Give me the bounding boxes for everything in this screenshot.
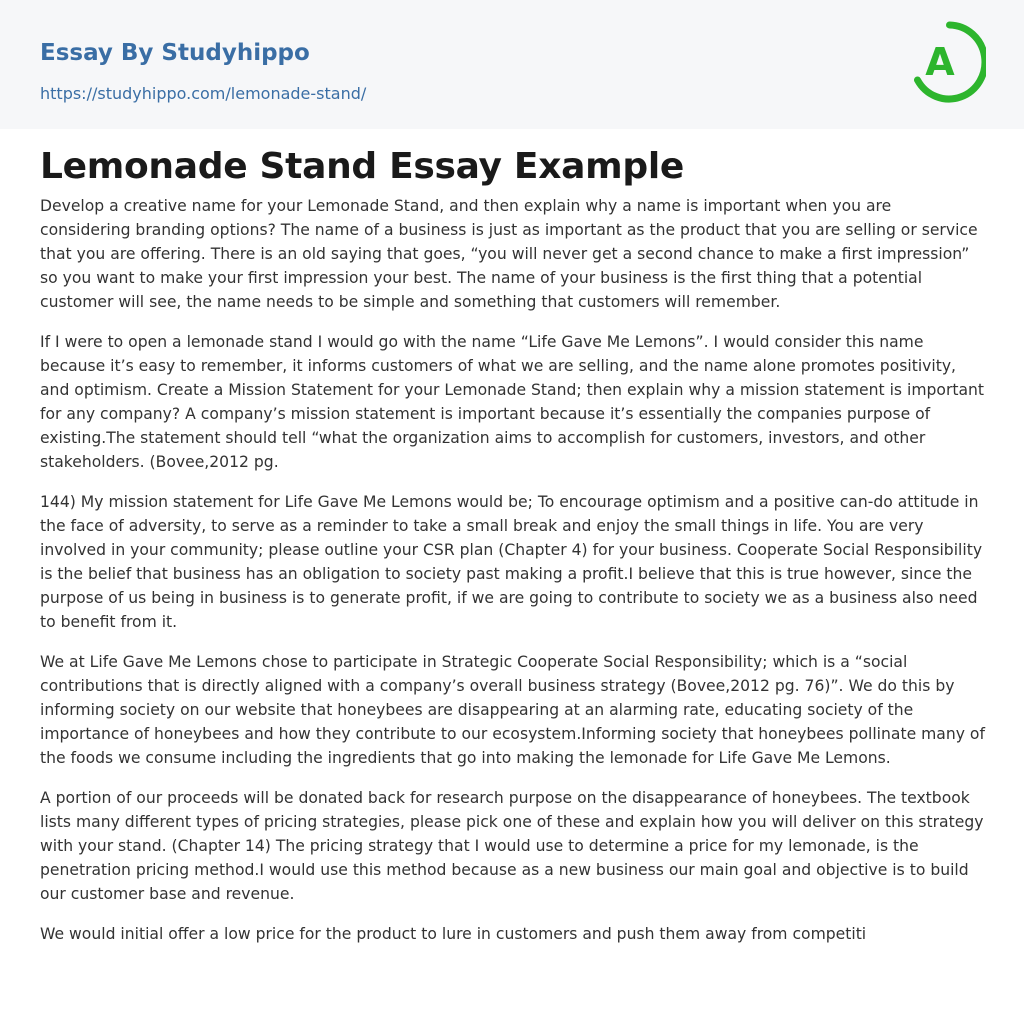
essay-body (40, 194, 986, 962)
essay-paragraph: Develop a creative name for your Lemonade Stand, and then explain why a name is important when you are considering branding options? The name of a business is just as important as the product that you are selling or service that you are offering. There is an old saying that goes, “you will never get a second chance to make a first impression” so you want to make your first impression your best. The name of your business is the first thing that a potential customer will see, the name needs to be simple and something that customers will remember. (40, 197, 978, 311)
source-url-link[interactable]: https://studyhippo.com/lemonade-stand/ (40, 84, 367, 103)
essay-paragraph: We at Life Gave Me Lemons chose to participate in Strategic Cooperate Social Responsibility; which is a “social contributions that is directly aligned with a company’s overall business strategy (Bovee,2012 pg. 76)”. We do this by informing society on our website that honeybees are disappearing at an alarming rate, educating society of the importance of honeybees and how they contribute to our ecosystem.Informing society that honeybees pollinate many of the foods we consume including the ingredients that go into making the lemonade for Life Gave Me Lemons. (40, 653, 985, 767)
essay-paragraph: 144) My mission statement for Life Gave Me Lemons would be; To encourage optimism and a positive can-do attitude in the face of adversity, to serve as a reminder to take a small break and enjoy the small things in life. You are very involved in your community; please outline your CSR plan (Chapter 4) for your business. Cooperate Social Responsibility is the belief that business has an obligation to society past making a profit.I believe that this is true however, since the purpose of us being in business is to generate profit, if we are going to contribute to society we as a business also need to benefit from it. (40, 493, 983, 631)
logo-letter: A (925, 40, 955, 84)
page-title: Lemonade Stand Essay Example (40, 146, 684, 187)
essay-paragraph: If I were to open a lemonade stand I would go with the name “Life Gave Me Lemons”. I would consider this name because it’s easy to remember, it informs customers of what we are selling, and the name alone promotes positivity, and optimism. Create a Mission Statement for your Lemonade Stand; then explain why a mission statement is important for any company? A company’s mission statement is important because it’s essentially the companies purpose of existing.The statement should tell “what the organization aims to accomplish for customers, investors, and other stakeholders. (Bovee,2012 pg. (40, 333, 985, 471)
studyhippo-logo-icon[interactable] (913, 19, 986, 105)
site-header (0, 0, 1024, 129)
essay-paragraph: A portion of our proceeds will be donated back for research purpose on the disappearance of honeybees. The textbook lists many different types of pricing strategies, please pick one of these and explain how you will deliver on this strategy with your stand. (Chapter 14) The pricing strategy that I would use to determine a price for my lemonade, is the penetration pricing method.I would use this method because as a new business our main goal and objective is to build our customer base and revenue. (40, 789, 984, 903)
brand-title[interactable]: Essay By Studyhippo (40, 40, 310, 66)
essay-paragraph: We would initial offer a low price for the product to lure in customers and push them away from competiti (40, 925, 867, 943)
